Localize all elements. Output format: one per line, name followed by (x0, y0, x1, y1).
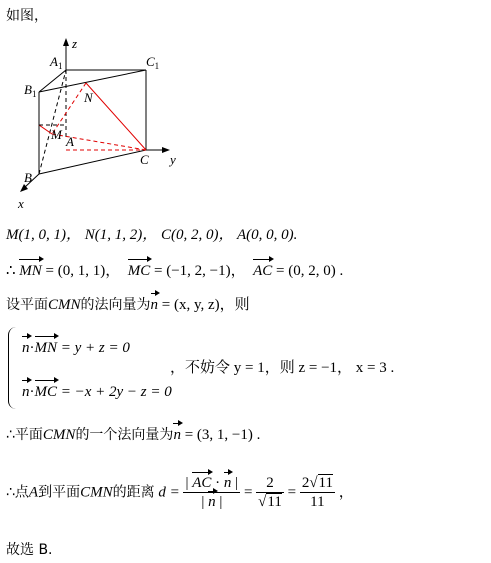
point-a-label: A (66, 134, 74, 149)
eq2-mc: MC (34, 384, 57, 400)
distance-fraction-1: $\frac{| AC \cdot n |}{| n |}$ (185, 475, 239, 510)
frac1-dot: · (215, 475, 221, 491)
normal-result-n: n (173, 427, 181, 443)
therefore-symbol: ∴ (6, 263, 16, 279)
frac1-den-n: n (208, 494, 216, 510)
intro-text: 如图， (6, 8, 48, 24)
eq2-dot: · (29, 384, 35, 400)
normal-setup-mid: 的法向量为 (80, 297, 151, 313)
point-a1-label: $A_1$ (50, 54, 63, 71)
distance-eq3: = (287, 484, 297, 501)
points-line: M(1, 0, 1)， N(1, 1, 2)， C(0, 2, 0)， A(0, 0, 0). (6, 227, 298, 243)
y-axis-label: y (170, 152, 176, 167)
system-brace (8, 327, 19, 409)
normal-setup-prefix: 设平面 (6, 297, 48, 313)
distance-point: A (28, 484, 39, 501)
normal-result-line (6, 425, 260, 445)
eq1-rest: = y + z = 0 (60, 340, 130, 356)
normal-vector-n: n (150, 297, 159, 313)
point-c1-label: $C_1$ (146, 54, 160, 71)
frac1-ac: AC (192, 475, 212, 491)
vector-mc: MC (127, 263, 151, 279)
vector-mn: MN (19, 263, 42, 279)
answer-text: 故选 B. (6, 542, 53, 558)
normal-setup-line (6, 295, 250, 315)
geometry-figure (14, 36, 184, 214)
normal-result-prefix: ∴平面 (6, 427, 43, 443)
distance-mid: 到平面 (38, 484, 81, 501)
distance-d: d = (158, 484, 180, 501)
distance-plane: CMN (80, 484, 113, 501)
distance-fraction-2: $\frac{2}{√11}$ (258, 475, 282, 510)
z-axis-label: z (72, 36, 78, 51)
eq2-n: n (22, 384, 30, 400)
vector-ac-value: = (0, 2, 0) . (276, 263, 344, 279)
x-axis-label: x (18, 196, 24, 211)
distance-end: ， (338, 484, 354, 501)
eq1-n: n (22, 340, 30, 356)
point-c-label: C (140, 152, 149, 167)
vector-mn-value: = (0, 1, 1)， (45, 263, 121, 279)
equation-1 (22, 338, 130, 358)
eq1-dot: · (29, 340, 35, 356)
normal-setup-value: = (x, y, z)，则 (161, 297, 250, 313)
system-side-text: ，不妨令 y = 1，则 z = −1， x = 3 . (170, 360, 395, 376)
vector-mc-value: = (−1, 2, −1)， (154, 263, 246, 279)
point-b-label: B (24, 170, 32, 185)
frac3-rad: 11 (318, 475, 333, 491)
vectors-line (6, 261, 343, 281)
eq1-mn: MN (34, 340, 57, 356)
distance-line (6, 474, 354, 511)
distance-fraction-3: $\frac{2√11}{11}$ (301, 475, 333, 510)
frac3-den: 11 (310, 494, 325, 510)
normal-result-plane: CMN (42, 427, 76, 443)
equation-2 (22, 382, 172, 402)
point-b1-label: $B_1$ (24, 82, 37, 99)
point-n-label: N (84, 90, 93, 105)
frac1-n: n (223, 475, 232, 491)
normal-result-value: = (3, 1, −1) . (184, 427, 261, 443)
frac2-den: 11 (267, 494, 282, 510)
distance-prefix: ∴点 (6, 484, 29, 501)
normal-result-mid: 的一个法向量为 (75, 427, 174, 443)
frac3-coef: 2 (301, 475, 310, 491)
frac2-num: 2 (256, 474, 284, 493)
point-m-label: M (51, 127, 62, 142)
vector-ac: AC (253, 263, 273, 279)
eq2-rest: = −x + 2y − z = 0 (60, 384, 172, 400)
distance-eq2: = (243, 484, 253, 501)
plane-name: CMN (48, 297, 81, 313)
distance-label: 的距离 (112, 484, 155, 501)
